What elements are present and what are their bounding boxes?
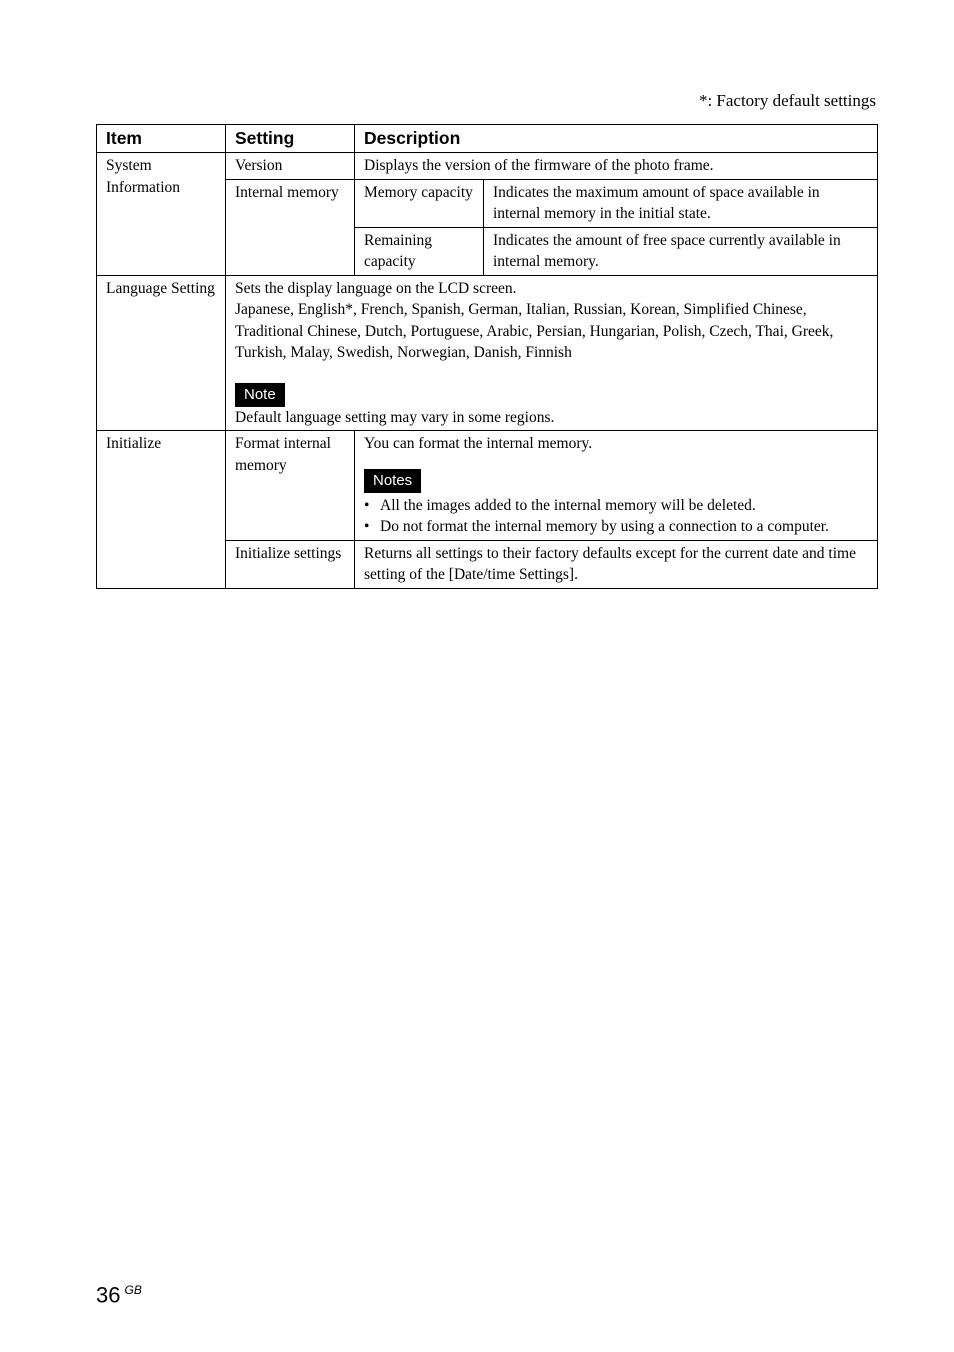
description-language-setting — [226, 275, 878, 431]
note-label: Note — [235, 383, 285, 407]
sub-setting-memory-capacity: Memory capacity — [355, 179, 484, 227]
item-initialize: Initialize — [97, 431, 226, 589]
notes-label: Notes — [364, 469, 421, 493]
list-item: • Do not format the internal memory by using a connection to a computer. — [364, 516, 869, 538]
description-initialize-settings: Returns all settings to their factory defaults except for the current date and time setting of the [Date/time Settings]. — [355, 540, 878, 588]
item-language-setting: Language Setting — [97, 275, 226, 431]
language-intro: Sets the display language on the LCD screen. — [235, 279, 517, 297]
table-row — [97, 275, 878, 431]
table-row — [97, 153, 878, 180]
table-header-row — [97, 125, 878, 153]
description-remaining-capacity: Indicates the amount of free space currently available in internal memory. — [484, 227, 878, 275]
format-notes-list — [364, 495, 869, 538]
setting-internal-memory: Internal memory — [226, 179, 355, 275]
description-version: Displays the version of the firmware of the photo frame. — [355, 153, 878, 180]
header-description: Description — [355, 125, 878, 153]
header-item: Item — [97, 125, 226, 153]
setting-format-internal-memory: Format internal memory — [226, 431, 355, 541]
language-list: Japanese, English*, French, Spanish, German, Italian, Russian, Korean, Simplified Chinese, Traditional Chinese, Dutch, Portuguese, Arabic, Persian, Hungarian, Polish, Czech, Thai, Greek, Turkish, Malay, Swedish, Norwegian, Danish, Finnish — [235, 301, 834, 361]
list-item: • All the images added to the internal memory will be deleted. — [364, 495, 869, 517]
item-system-information: System Information — [97, 153, 226, 276]
factory-default-note: *: Factory default settings — [698, 91, 876, 110]
table-row — [97, 431, 878, 541]
setting-initialize-settings: Initialize settings — [226, 540, 355, 588]
sub-setting-remaining-capacity: Remaining capacity — [355, 227, 484, 275]
format-description: You can format the internal memory. — [364, 435, 593, 452]
settings-table — [96, 124, 878, 589]
setting-version: Version — [226, 153, 355, 180]
language-note-text: Default language setting may vary in some regions. — [235, 408, 555, 426]
page-footer — [96, 1276, 142, 1309]
page-number: 36 — [96, 1282, 121, 1308]
header-setting: Setting — [226, 125, 355, 153]
description-memory-capacity: Indicates the maximum amount of space available in internal memory in the initial state. — [484, 179, 878, 227]
description-format-internal-memory — [355, 431, 878, 541]
page-region: GB — [124, 1283, 142, 1297]
